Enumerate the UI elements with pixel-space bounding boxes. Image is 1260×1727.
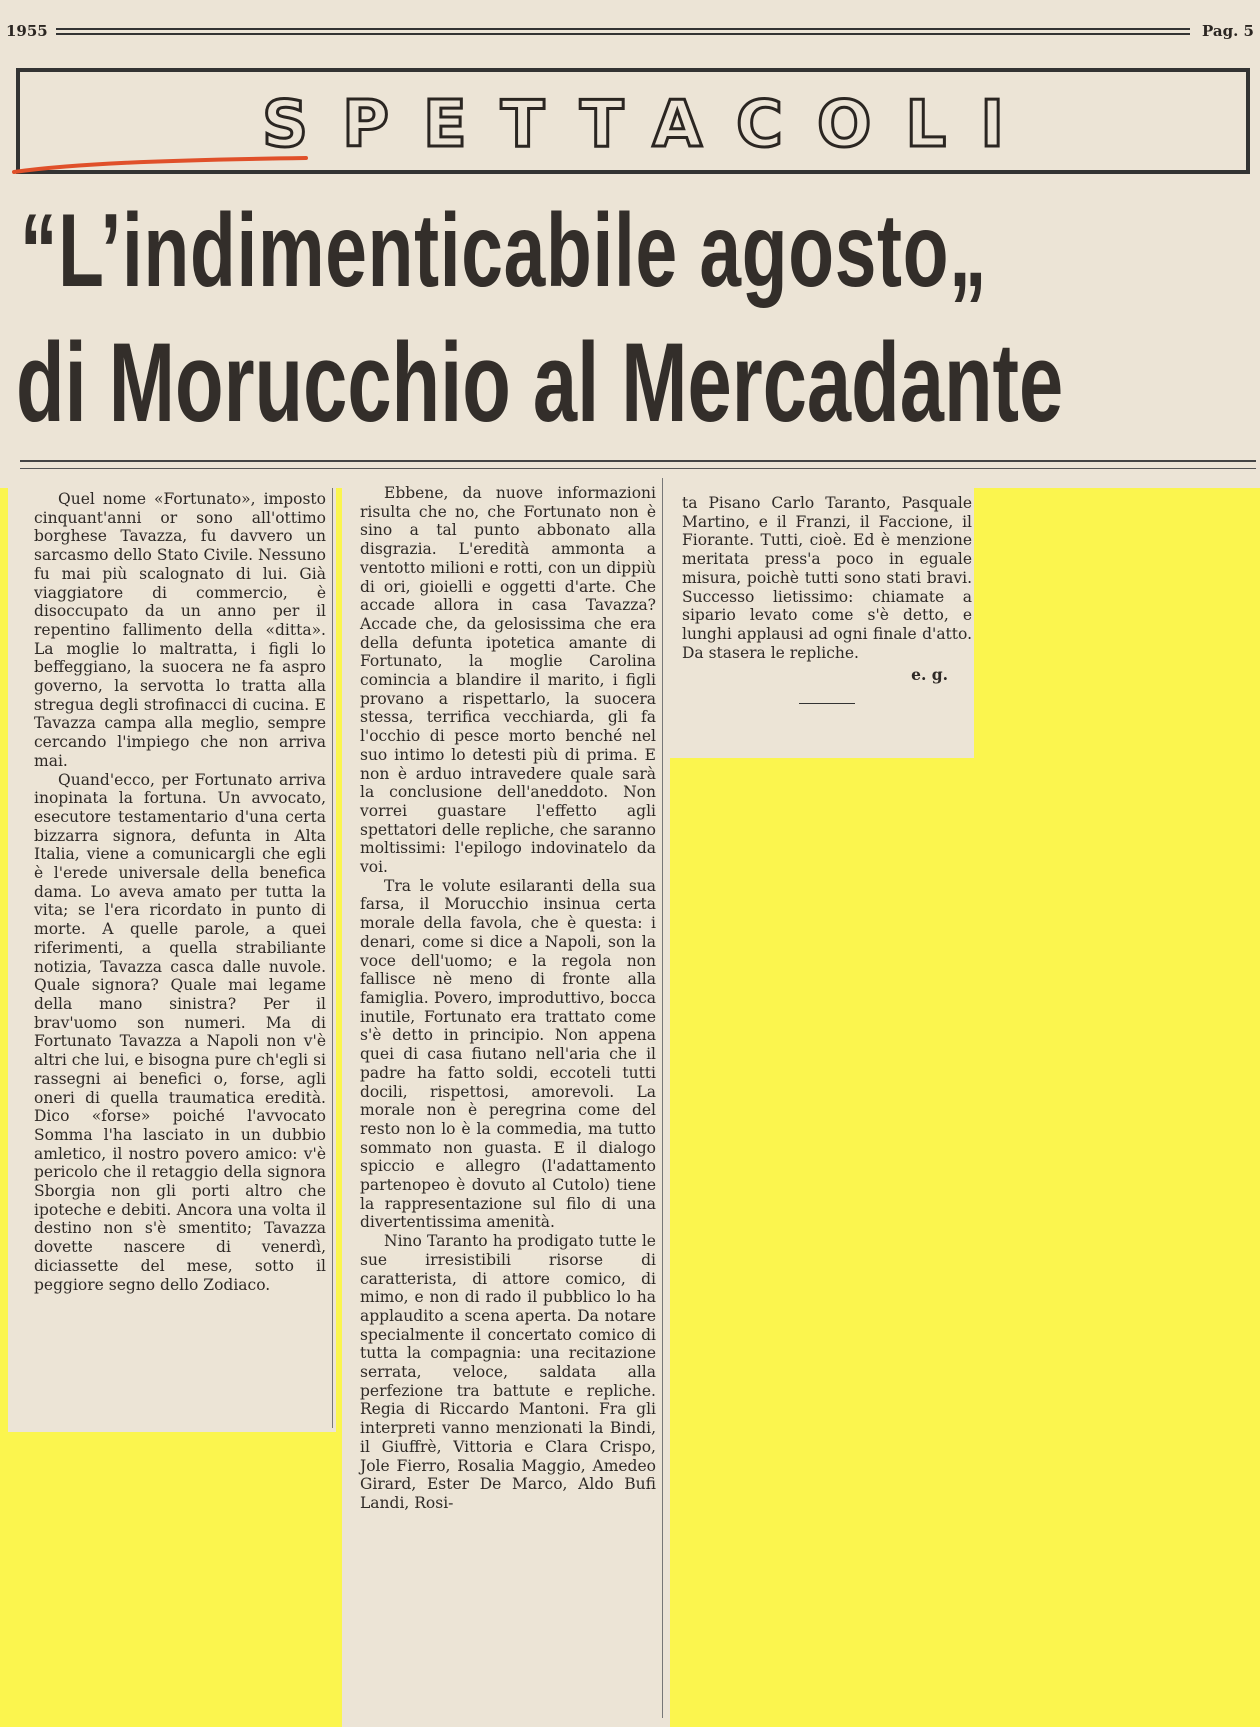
column1-paragraph: Quand'ecco, per Fortunato arriva inopinata la fortuna. Un avvocato, esecutore testamentario d'una certa bizzarra signora, defunta in Alta Italia, viene a comunicargli che egli è l'erede universale della benefica dama. Lo aveva amato per tutta la vita; se l'era ricordato in punto di morte. A quelle parole, a quei riferimenti, a quella strabiliante notizia, Tavazza casca dalle nuvole. Quale signora? Quale mai legame della mano sinistra? Per il brav'uomo son numeri. Ma di Fortunato Tavazza a Napoli non v'è altri che lui, e bisogna pure ch'egli si rassegni ai benefici o, forse, agli oneri di quella traumatica eredità. Dico «forse» poiché l'avvocato Somma l'ha lasciato in un dubbio amletico, il nostro povero amico: v'è pericolo che il retaggio della signora Sborgia non gli porti altro che ipoteche e debiti. Ancora una volta il destino non s'è smentito; Tavazza dovette nascere di venerdì, diciassette del mese, sotto il peggiore segno dello Zodiaco. — [34, 770, 326, 1294]
masthead-page: Pag. 5 — [1202, 22, 1254, 40]
headline-line-1: “L’indimenticabile agosto„ — [20, 193, 988, 309]
column-divider-2 — [662, 478, 663, 1718]
masthead-year: 1955 — [6, 22, 48, 40]
signature-rule — [799, 703, 855, 704]
section-title: SPETTACOLI — [261, 88, 1039, 162]
column2-paragraph: Tra le volute esilaranti della sua farsa, il Morucchio insinua certa morale della favola, che è questa: i denari, come si dice a Napoli, son la voce dell'uomo; e la regola non fallisce nè meno di fronte alla famiglia. Povero, improduttivo, bocca inutile, Fortunato era trattato come s'è detto in principio. Non appena quei di casa fiutano nell'aria che il padre ha fatto soldi, eccoteli tutti docili, rispettosi, amorevoli. La morale non è peregrina come del resto non lo è la commedia, ma tutto sommato non guasta. E il dialogo spiccio e allegro (l'adattamento partenopeo è dovuto al Cutolo) tiene la rappresentazione sul filo di una divertentissima amenità. — [360, 876, 656, 1232]
headline-rule-thin — [20, 468, 1256, 469]
article-column-1 — [34, 490, 326, 1294]
headline-line-2: di Morucchio al Mercadante — [16, 320, 1064, 445]
headline-rule — [20, 460, 1256, 462]
author-signature: e. g. — [911, 665, 948, 685]
pen-underline-mark — [10, 156, 310, 176]
column3-paragraph: ta Pisano Carlo Taranto, Pasquale Martino, e il Franzi, il Faccione, il Fiorante. Tutti, cioè. Ed è menzione meritata press'a poco in eguale misura, poichè tutti sono stati bravi. Successo lietissimo: chiamate a sipario levato come s'è detto, e lunghi applausi ad ogni finale d'atto. Da stasera le repliche. — [682, 494, 972, 662]
article-column-2 — [360, 484, 656, 1513]
masthead — [0, 18, 1260, 44]
column1-paragraph: Quel nome «Fortunato», imposto cinquant'anni or sono all'ottimo borghese Tavazza, fu davvero un sarcasmo dello Stato Civile. Nessuno fu mai più scalognato di lui. Già viaggiatore di commercio, è disoccupato da un anno per il repentino fallimento della «ditta». La moglie lo maltratta, i figli lo beffeggiano, la suocera ne fa aspro governo, la servotta lo tratta alla stregua degli strofinacci di cucina. E Tavazza campa alla meglio, sempre cercando l'impiego che non arriva mai. — [34, 490, 326, 770]
column-divider-1 — [332, 488, 333, 1428]
column2-paragraph: Ebbene, da nuove informazioni risulta che no, che Fortunato non è sino a tal punto abbonato alla disgrazia. L'eredità ammonta a ventotto milioni e rotti, con un dippiù di ori, gioielli e oggetti d'arte. Che accade allora in casa Tavazza? Accade che, da gelosissima che era della defunta ipotetica amante di Fortunato, la moglie Carolina comincia a blandire il marito, i figli provano a rispettarlo, la suocera stessa, terrifica vecchiarda, gli fa l'occhio di pesce morto benché nel suo intimo lo detesti più di prima. E non è arduo intravedere quale sarà la conclusione dell'aneddoto. Non vorrei guastare l'effetto agli spettatori delle repliche, che saranno moltissimi: l'epilogo indovinatelo da voi. — [360, 484, 656, 877]
column2-paragraph: Nino Taranto ha prodigato tutte le sue irresistibili risorse di caratterista, di attore comico, di mimo, e non di rado il pubblico lo ha applaudito a scena aperta. Da notare specialmente il concertato comico di tutta la compagnia: una recitazione serrata, veloce, saldata alla perfezione tra battute e repliche. Regia di Riccardo Mantoni. Fra gli interpreti vanno menzionati la Bindi, il Giuffrè, Vittoria e Clara Crispo, Jole Fierro, Rosalia Maggio, Amedeo Girard, Ester De Marco, Aldo Bufi Landi, Rosi- — [360, 1232, 656, 1512]
article-column-3 — [682, 494, 972, 704]
masthead-rule — [56, 28, 1190, 35]
